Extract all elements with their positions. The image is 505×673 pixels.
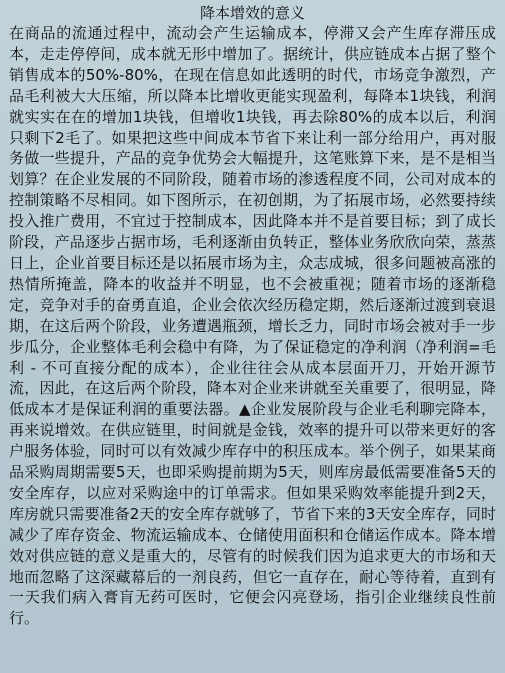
article-title: 降本增效的意义: [199, 4, 305, 22]
article-body: 在商品的流通过程中，流动会产生运输成本，停滞又会产生库存滞压成本，走走停停间，成本就无形中增加了。据统计，供应链成本占据了整个销售成本的50%-80%，在现在信息如此透明的时代，市场竞争激烈，产品毛利被大大压缩，所以降本比增收更能实现盈利，每降本1块钱，利润就实实在在的增加1块钱，但增收1块钱，再去除80%的成本以后，利润只剩下2毛了。如果把这些中间成本节省下来让利一部分给用户，再对服务做一些提升，产品的竞争优势会大幅提升，这笔账算下来，是不是相当划算？在企业发展的不同阶段，随着市场的渗透程度不同，公司对成本的控制策略不尽相同。如下图所示，在初创期，为了拓展市场，必然要持续投入推广费用，不宜过于控制成本，因此降本并不是首要目标；到了成长阶段，产品逐步占据市场，毛利逐渐由负转正，整体业务欣欣向荣，蒸蒸日上，企业首要目标还是以拓展市场为主，众志成城，很多问题被高涨的热情所掩盖，降本的收益并不明显，也不会被重视；随着市场的逐渐稳定，竞争对手的奋勇直追，企业会依次经历稳定期，然后逐渐过渡到衰退期，在这后两个阶段，业务遭遇瓶颈，增长乏力，同时市场会被对手一步步瓜分，企业整体毛利会稳中有降，为了保证稳定的净利润（净利润=毛利 - 不可直接分配的成本），企业往往会从成本层面开刀，开始开源节流，因此，在这后两个阶段，降本对企业来讲就至关重要了，很明显，降低成本才是保证利润的重要法器。▲企业发展阶段与企业毛利聊完降本，再来说增效。在供应链里，时间就是金钱，效率的提升可以带来更好的客户服务体验，同时可以有效减少库存中的积压成本。举个例子，如果某商品采购周期需要5天，也即采购提前期为5天，则库房最低需要准备5天的安全库存，以应对采购途中的订单需求。但如果采购效率能提升到2天，库房就只需要准备2天的安全库存就够了，节省下来的3天安全库存，同时减少了库存资金、物流运输成本、仓储使用面积和仓储运作成本。降本增效对供应链的意义是重大的，尽管有的时候我们因为追求更大的市场和天地而忽略了这深藏幕后的一剂良药，但它一直存在，耐心等待着，直到有一天我们病入膏肓无药可医时，它便会闪亮登场，指引企业继续良性前行。: [9, 24, 496, 628]
